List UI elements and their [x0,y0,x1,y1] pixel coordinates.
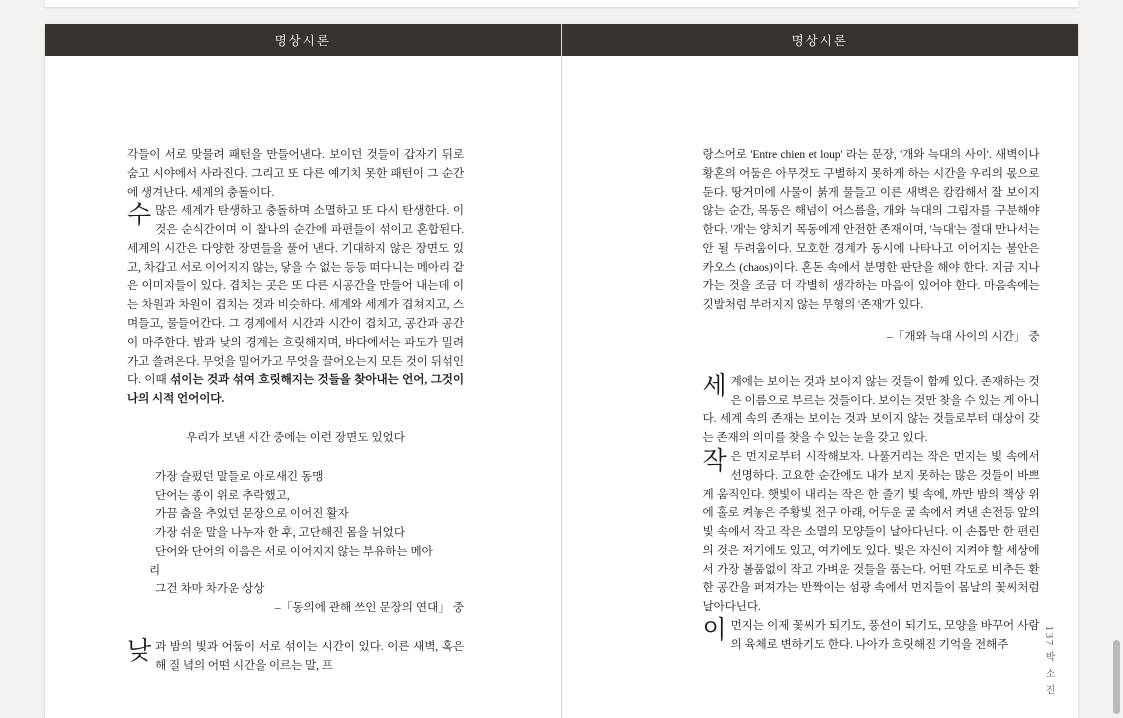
paragraph-text: 많은 세계가 탄생하고 충돌하며 소멸하고 또 다시 탄생한다. 이것은 순식간이며 이 찰나의 순간에 파편들이 섞이고 혼합된다. 세계의 시간은 다양한 장면들을 풀어 낸다. 기대하지 않은 장면도 있고, 차갑고 서로 이어지지 않는, 닿을 수 없는 등등 떠다니는 메아리 같은 이미지들이 있다. 겹치는 곳은 또 다른 시공간을 만들어 내는데 이는 차원과 차원이 겹치는 것과 비슷하다. 세계와 세계가 겹쳐지고, 스며들고, 물들어간다. 그 경계에서 시간과 시간이 겹치고, 공간과 공간이 마주한다. 밤과 낮의 경계는 흐릿해지며, 바다에서는 파도가 밀려가고 쓸려온다. 무엇을 밀어가고 무엇을 끌어오는지 모든 것이 뒤섞인다. 이때 [127,204,464,387]
paragraph-with-dropcap [127,638,464,676]
poem-line: 단어와 단어의 이음은 서로 이어지지 않는 부유하는 메아 [155,544,433,558]
right-page [562,24,1079,718]
poem-line: 단어는 종이 위로 추락했고, [155,488,290,502]
paragraph-text: 먼지는 이제 꽃씨가 되기도, 풍선이 되기도, 모양을 바꾸어 사람의 육체로 변하기도 한다. 나아가 흐릿해진 기억을 전해주 [730,618,1040,651]
right-page-body [562,56,1079,718]
poem-block [127,468,464,599]
left-page-body [45,56,561,718]
poem-line: 가끔 춤을 추었던 문장으로 이어진 활자 [155,507,349,521]
previous-page-strip [45,0,1078,7]
spacer [703,347,1040,373]
spacer [127,409,464,429]
poem-line: 리 [149,563,161,577]
paragraph-with-dropcap [703,448,1040,617]
left-page-header: 명상시론 [45,24,561,56]
book-spread [45,24,1078,718]
spacer [127,448,464,468]
right-page-header: 명상시론 [562,24,1079,56]
dropcap-letter: 수 [127,202,152,230]
paragraph-text: 계에는 보이는 것과 보이지 않는 것들이 함께 있다. 존재하는 것은 이름으로 부르는 것들이다. 보이는 것만 찾을 수 있는 게 아니다. 세계 속의 존재는 보이는 것과 보이지 않는 것들로부터 대상이 갖는 존재의 의미를 찾을 수 있는 눈을 갖고 있다. [702,374,1040,445]
centered-line: 우리가 보낸 시간 중에는 이런 장면도 있었다 [186,430,405,444]
paragraph: 각들이 서로 맞물려 패턴을 만들어낸다. 보이던 것들이 갑자기 뒤로 숨고 시야에서 사라진다. 그리고 또 다른 예기치 못한 패턴이 그 순간에 생겨난다. 세계의 충돌이다. [127,148,464,199]
page-folio: 137 박 소 진 [1043,625,1054,696]
vertical-scrollbar-thumb[interactable] [1113,640,1120,714]
dropcap-letter: 낮 [127,637,152,665]
paragraph-with-dropcap [127,202,464,409]
dropcap-letter: 작 [702,447,727,475]
spacer [703,315,1040,328]
quote-attribution: –「동의에 관해 쓰인 문장의 연대」 중 [274,601,464,615]
paragraph-text: 과 밤의 빛과 어둠이 서로 섞이는 시간이 있다. 이른 새벽, 혹은 해 질 녘의 어떤 시간을 이르는 말, 프 [155,639,464,672]
dropcap-letter: 세 [702,372,727,400]
right-text-column [703,146,1040,655]
poem-line: 그건 차마 차가운 상상 [155,582,265,596]
poem-line: 가장 쉬운 말을 나누자 한 후, 고단해진 몸을 뉘었다 [155,526,406,540]
dropcap-letter: 이 [702,616,727,644]
paragraph-with-dropcap [703,373,1040,448]
quote-attribution: –「개와 늑대 사이의 시간」 중 [886,330,1040,344]
paragraph-with-dropcap [703,617,1040,655]
vertical-scrollbar-track[interactable] [1110,0,1123,718]
spacer [127,618,464,638]
poem-line: 가장 슬펐던 말들로 아로새긴 동맹 [155,469,324,483]
left-page [45,24,562,718]
paragraph-text-bold: 섞이는 것과 섞여 흐릿해지는 것들을 찾아내는 언어, 그것이 나의 시적 언어이다. [127,373,465,406]
paragraph: 랑스어로 'Entre chien et loup' 라는 문장, '개와 늑대의 사이'. 새벽이나 황혼의 어둠은 아무것도 구별하지 못하게 하는 시간을 우리의 몫으로 둔다. 땅거미에 사물이 붉게 물들고 이른 새벽은 캄캄해서 잘 보이지 않는 순간, 목동은 해넘이 어스름을, 개와 늑대의 그림자를 구분해야 한다. '개'는 양치기 목동에게 안전한 존재이며, '늑대'는 절대 만나서는 안 될 두려움이다. 모호한 경계가 동시에 나타나고 이어지는 불안은 카오스 (chaos)이다. 혼돈 속에서 분명한 판단을 해야 한다. 지금 지나가는 것을 조금 더 각별히 생각하는 마음이 있어야 한다. 마음속에는 깃발처럼 부러지지 않는 무형의 '존재'가 있다. [702,148,1040,312]
paragraph-text: 은 먼지로부터 시작해보자. 나풀거리는 작은 먼지는 빛 속에서 선명하다. 고요한 순간에도 내가 보지 못하는 많은 것들이 바쁘게 움직인다. 햇빛이 내리는 작은 한 줄기 빛 속에, 까만 밤의 책상 위에 홀로 켜놓은 주황빛 전구 아래, 어두운 굴 속에서 켜낸 손전등 앞의 빛 속에서 작고 작은 소멸의 모양들이 날아다닌다. 이 손톱만 한 편린의 것은 저기에도 있고, 여기에도 있다. 빛은 자신이 지켜야 할 세상에서 가장 볼품없이 작고 가벼운 것들을 품는다. 어떤 각도로 비추든 환한 공간을 퍼져가는 반짝이는 섬광 속에서 먼지들이 몸날의 꽃씨처럼 날아다닌다. [702,449,1040,614]
left-text-column [127,146,464,676]
